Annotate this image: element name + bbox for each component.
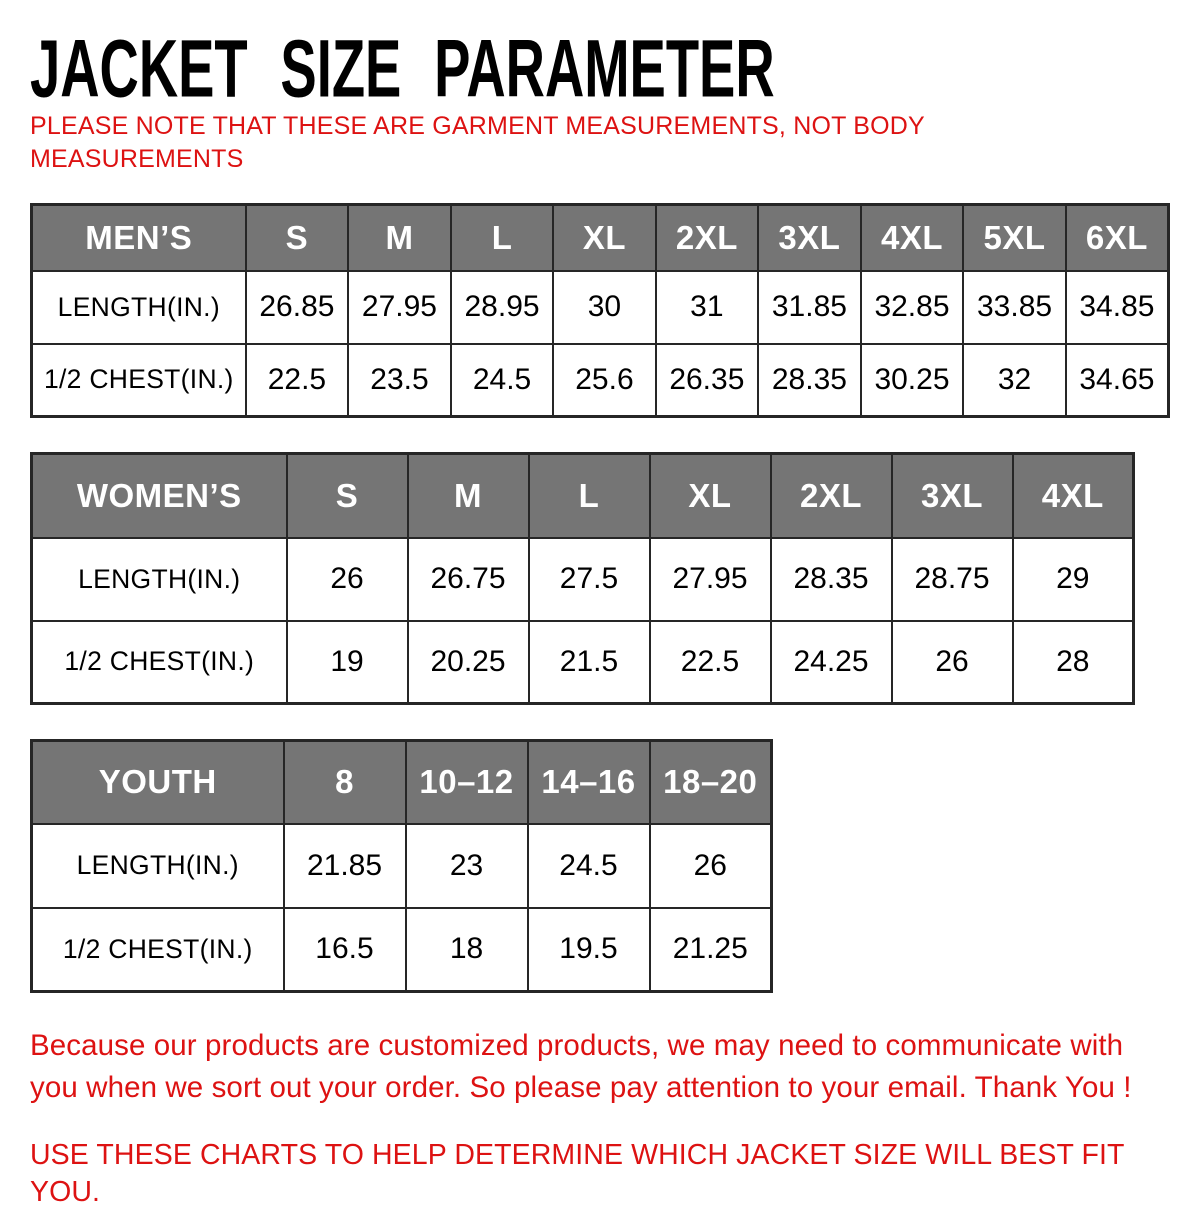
value-cell: 26 [892,621,1013,704]
value-cell: 31.85 [758,271,861,344]
value-cell: 21.85 [284,824,406,908]
value-cell: 34.85 [1066,271,1169,344]
row-label: LENGTH(IN.) [32,824,284,908]
womens-size-header-1: S [287,454,408,538]
mens-measurement-row-0 [32,271,1169,344]
value-cell: 23 [406,824,528,908]
youth-size-table [30,739,773,993]
womens-size-table [30,452,1135,705]
womens-size-header-7: 4XL [1013,454,1134,538]
value-cell: 28.35 [771,538,892,621]
value-cell: 26.35 [656,344,759,417]
row-label: LENGTH(IN.) [32,538,287,621]
page-title: JACKET SIZE PARAMETER [30,22,775,114]
mens-header-row [32,205,1169,271]
value-cell: 26.85 [246,271,349,344]
value-cell: 32 [963,344,1066,417]
mens-size-header-9: 6XL [1066,205,1169,271]
womens-size-header-5: 2XL [771,454,892,538]
youth-measurement-row-1 [32,908,772,992]
mens-size-header-7: 4XL [861,205,964,271]
value-cell: 29 [1013,538,1134,621]
value-cell: 27.95 [348,271,451,344]
womens-measurement-row-0 [32,538,1134,621]
womens-size-header-4: XL [650,454,771,538]
value-cell: 21.5 [529,621,650,704]
garment-measurement-note: PLEASE NOTE THAT THESE ARE GARMENT MEASUREMENTS, NOT BODY MEASUREMENTS [30,112,925,173]
womens-size-header-3: L [529,454,650,538]
youth-measurement-row-0 [32,824,772,908]
youth-table-title: YOUTH [32,741,284,824]
value-cell: 28.35 [758,344,861,417]
value-cell: 27.95 [650,538,771,621]
value-cell: 25.6 [553,344,655,417]
row-label: 1/2 CHEST(IN.) [32,908,284,992]
mens-measurement-row-1 [32,344,1169,417]
mens-size-header-3: L [451,205,554,271]
value-cell: 23.5 [348,344,451,417]
value-cell: 19 [287,621,408,704]
value-cell: 30 [553,271,655,344]
value-cell: 22.5 [650,621,771,704]
mens-table-title: MEN’S [32,205,246,271]
value-cell: 31 [656,271,759,344]
youth-size-header-4: 18–20 [650,741,772,824]
chart-usage-note: USE THESE CHARTS TO HELP DETERMINE WHICH JACKET SIZE WILL BEST FIT YOU. [30,1138,1125,1208]
value-cell: 28.75 [892,538,1013,621]
value-cell: 26.75 [408,538,529,621]
row-label: LENGTH(IN.) [32,271,246,344]
mens-size-table [30,203,1170,418]
womens-size-header-2: M [408,454,529,538]
value-cell: 16.5 [284,908,406,992]
mens-size-header-5: 2XL [656,205,759,271]
value-cell: 32.85 [861,271,964,344]
mens-size-header-1: S [246,205,349,271]
youth-size-header-1: 8 [284,741,406,824]
value-cell: 24.25 [771,621,892,704]
value-cell: 24.5 [451,344,554,417]
youth-size-header-2: 10–12 [406,741,528,824]
value-cell: 28 [1013,621,1134,704]
womens-measurement-row-1 [32,621,1134,704]
value-cell: 26 [650,824,772,908]
value-cell: 33.85 [963,271,1066,344]
mens-size-header-6: 3XL [758,205,861,271]
value-cell: 24.5 [528,824,650,908]
value-cell: 34.65 [1066,344,1169,417]
womens-table-title: WOMEN’S [32,454,287,538]
mens-size-header-2: M [348,205,451,271]
value-cell: 21.25 [650,908,772,992]
value-cell: 22.5 [246,344,349,417]
youth-size-header-3: 14–16 [528,741,650,824]
womens-size-header-6: 3XL [892,454,1013,538]
value-cell: 30.25 [861,344,964,417]
value-cell: 28.95 [451,271,554,344]
value-cell: 26 [287,538,408,621]
mens-size-header-4: XL [553,205,655,271]
value-cell: 18 [406,908,528,992]
row-label: 1/2 CHEST(IN.) [32,344,246,417]
youth-header-row [32,741,772,824]
mens-size-header-8: 5XL [963,205,1066,271]
womens-header-row [32,454,1134,538]
value-cell: 27.5 [529,538,650,621]
value-cell: 20.25 [408,621,529,704]
row-label: 1/2 CHEST(IN.) [32,621,287,704]
value-cell: 19.5 [528,908,650,992]
customization-notice: Because our products are customized products, we may need to communicate with you when we sort out your order. So please pay attention to your email. Thank You ! [30,1029,1132,1105]
